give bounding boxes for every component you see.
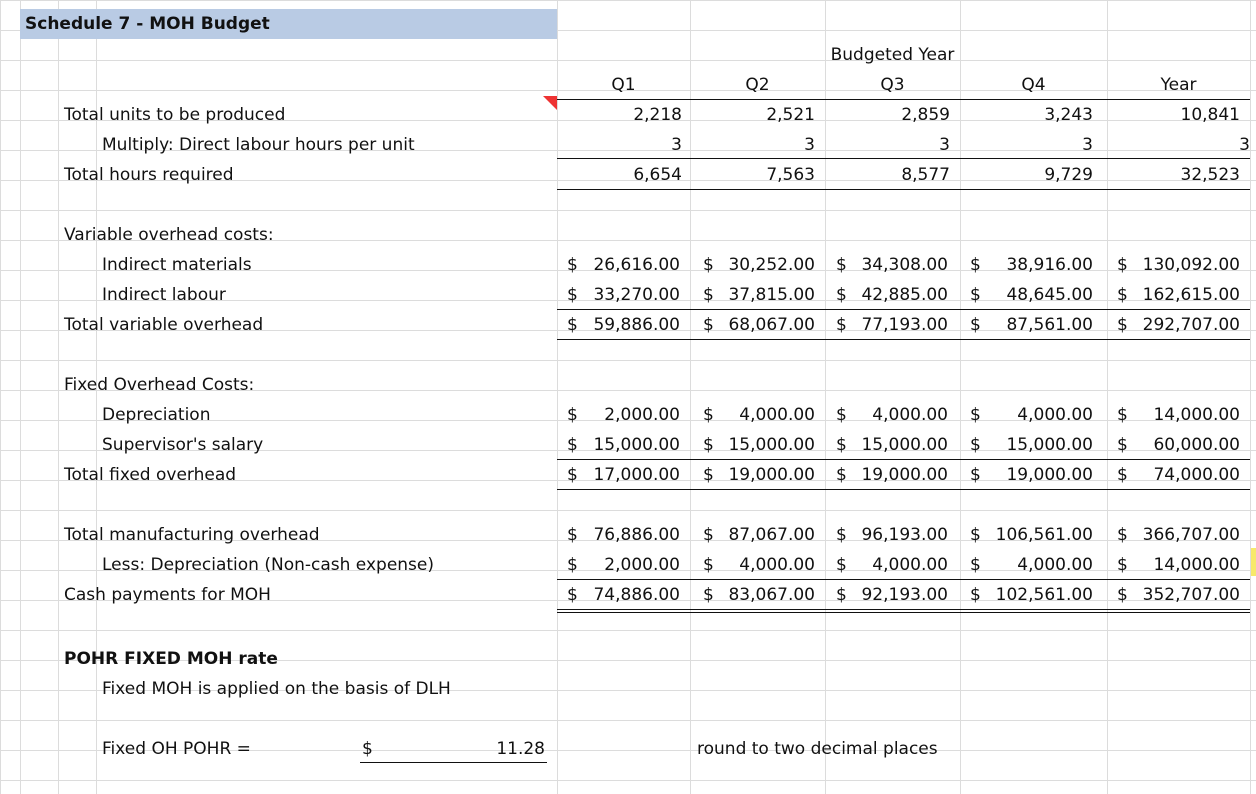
- pohr-currency: $: [362, 739, 373, 759]
- cash-payments-q1[interactable]: [567, 580, 680, 610]
- indirect-labour-q4[interactable]: [970, 280, 1093, 310]
- less-depreciation-q1[interactable]: [567, 550, 680, 580]
- col-header-q3: Q3: [880, 75, 905, 95]
- cash-payments-label: Cash payments for MOH: [64, 585, 271, 605]
- currency-symbol: $: [836, 525, 847, 545]
- total-moh-q4[interactable]: [970, 520, 1093, 550]
- currency-symbol: $: [567, 405, 578, 425]
- total-fixed-q4[interactable]: [970, 460, 1093, 490]
- indirect-labour-label: Indirect labour: [102, 285, 226, 305]
- supervisor-salary-year[interactable]: [1117, 430, 1240, 460]
- currency-symbol: $: [567, 255, 578, 275]
- depreciation-q1[interactable]: [567, 400, 680, 430]
- amount: 33,270.00: [593, 285, 680, 305]
- cell-highlight: [1251, 548, 1256, 576]
- amount: 15,000.00: [593, 435, 680, 455]
- indirect-labour-year[interactable]: [1117, 280, 1240, 310]
- amount: 102,561.00: [995, 585, 1093, 605]
- cash-double-underline-2: [557, 612, 1250, 613]
- dlh-q2[interactable]: 3: [804, 135, 815, 155]
- cash-payments-q2[interactable]: [703, 580, 815, 610]
- currency-symbol: $: [703, 315, 714, 335]
- cash-payments-q4[interactable]: [970, 580, 1093, 610]
- dlh-year[interactable]: 3: [1239, 135, 1250, 155]
- currency-symbol: $: [836, 285, 847, 305]
- variable-total-underline: [557, 339, 1250, 340]
- indirect-labour-q1[interactable]: [567, 280, 680, 310]
- currency-symbol: $: [1117, 405, 1128, 425]
- amount: 4,000.00: [739, 405, 815, 425]
- total-variable-year[interactable]: [1117, 310, 1240, 340]
- currency-symbol: $: [836, 315, 847, 335]
- currency-symbol: $: [1117, 285, 1128, 305]
- total-moh-q1[interactable]: [567, 520, 680, 550]
- indirect-materials-q3[interactable]: [836, 250, 948, 280]
- amount: 17,000.00: [593, 465, 680, 485]
- currency-symbol: $: [836, 465, 847, 485]
- currency-symbol: $: [703, 585, 714, 605]
- amount: 37,815.00: [728, 285, 815, 305]
- units-year[interactable]: 10,841: [1180, 105, 1240, 125]
- cash-double-underline-1: [557, 609, 1250, 610]
- currency-symbol: $: [836, 435, 847, 455]
- amount: 96,193.00: [861, 525, 948, 545]
- depreciation-q3[interactable]: [836, 400, 948, 430]
- amount: 292,707.00: [1142, 315, 1240, 335]
- amount: 4,000.00: [1017, 405, 1093, 425]
- supervisor-salary-q2[interactable]: [703, 430, 815, 460]
- grid-line: [1250, 0, 1251, 794]
- currency-symbol: $: [836, 555, 847, 575]
- currency-symbol: $: [703, 525, 714, 545]
- amount: 38,916.00: [1006, 255, 1093, 275]
- currency-symbol: $: [567, 285, 578, 305]
- currency-symbol: $: [1117, 315, 1128, 335]
- currency-symbol: $: [1117, 465, 1128, 485]
- currency-symbol: $: [1117, 255, 1128, 275]
- amount: 4,000.00: [872, 405, 948, 425]
- total-variable-q3[interactable]: [836, 310, 948, 340]
- supervisor-salary-q1[interactable]: [567, 430, 680, 460]
- variable-heading: Variable overhead costs:: [64, 225, 274, 245]
- total-variable-q1[interactable]: [567, 310, 680, 340]
- amount: 366,707.00: [1142, 525, 1240, 545]
- col-header-q2: Q2: [745, 75, 770, 95]
- dlh-q1[interactable]: 3: [671, 135, 682, 155]
- currency-symbol: $: [970, 285, 981, 305]
- currency-symbol: $: [703, 555, 714, 575]
- pohr-value[interactable]: 11.28: [496, 739, 545, 759]
- amount: 26,616.00: [593, 255, 680, 275]
- total-variable-q2[interactable]: [703, 310, 815, 340]
- amount: 92,193.00: [861, 585, 948, 605]
- col-header-q1: Q1: [611, 75, 636, 95]
- amount: 162,615.00: [1142, 285, 1240, 305]
- amount: 15,000.00: [1006, 435, 1093, 455]
- depreciation-q2[interactable]: [703, 400, 815, 430]
- hours-q3[interactable]: 8,577: [901, 165, 950, 185]
- pohr-label: Fixed OH POHR =: [102, 739, 251, 759]
- fixed-heading: Fixed Overhead Costs:: [64, 375, 255, 395]
- currency-symbol: $: [836, 585, 847, 605]
- grid-line: [20, 0, 21, 794]
- variable-underline: [557, 309, 1250, 310]
- amount: 4,000.00: [739, 555, 815, 575]
- amount: 74,000.00: [1153, 465, 1240, 485]
- pohr-heading: POHR FIXED MOH rate: [64, 649, 278, 669]
- currency-symbol: $: [567, 465, 578, 485]
- indirect-labour-q3[interactable]: [836, 280, 948, 310]
- amount: 42,885.00: [861, 285, 948, 305]
- currency-symbol: $: [567, 525, 578, 545]
- units-q1[interactable]: 2,218: [633, 105, 682, 125]
- amount: 19,000.00: [861, 465, 948, 485]
- moh-underline: [557, 579, 1250, 580]
- currency-symbol: $: [1117, 525, 1128, 545]
- units-q2[interactable]: 2,521: [766, 105, 815, 125]
- amount: 30,252.00: [728, 255, 815, 275]
- amount: 130,092.00: [1142, 255, 1240, 275]
- currency-symbol: $: [970, 465, 981, 485]
- amount: 4,000.00: [1017, 555, 1093, 575]
- total-fixed-label: Total fixed overhead: [64, 465, 237, 485]
- indirect-materials-label: Indirect materials: [102, 255, 252, 275]
- currency-symbol: $: [970, 255, 981, 275]
- hours-underline: [557, 189, 1250, 190]
- total-moh-year[interactable]: [1117, 520, 1240, 550]
- comment-indicator-icon[interactable]: [543, 96, 557, 110]
- amount: 4,000.00: [872, 555, 948, 575]
- currency-symbol: $: [703, 285, 714, 305]
- amount: 15,000.00: [728, 435, 815, 455]
- total-moh-q2[interactable]: [703, 520, 815, 550]
- amount: 48,645.00: [1006, 285, 1093, 305]
- less-depreciation-q2[interactable]: [703, 550, 815, 580]
- amount: 34,308.00: [861, 255, 948, 275]
- less-depreciation-label: Less: Depreciation (Non-cash expense): [102, 555, 434, 575]
- units-q4[interactable]: 3,243: [1044, 105, 1093, 125]
- less-depreciation-year[interactable]: [1117, 550, 1240, 580]
- currency-symbol: $: [567, 585, 578, 605]
- total-fixed-q3[interactable]: [836, 460, 948, 490]
- currency-symbol: $: [703, 405, 714, 425]
- amount: 14,000.00: [1153, 405, 1240, 425]
- currency-symbol: $: [970, 585, 981, 605]
- indirect-labour-q2[interactable]: [703, 280, 815, 310]
- dlh-underline: [557, 158, 1250, 159]
- fixed-total-underline: [557, 489, 1250, 490]
- total-moh-label: Total manufacturing overhead: [64, 525, 320, 545]
- amount: 76,886.00: [593, 525, 680, 545]
- amount: 2,000.00: [604, 555, 680, 575]
- amount: 106,561.00: [995, 525, 1093, 545]
- pohr-hint: round to two decimal places: [697, 739, 938, 759]
- amount: 352,707.00: [1142, 585, 1240, 605]
- amount: 83,067.00: [728, 585, 815, 605]
- amount: 60,000.00: [1153, 435, 1240, 455]
- total-fixed-q1[interactable]: [567, 460, 680, 490]
- currency-symbol: $: [1117, 555, 1128, 575]
- amount: 15,000.00: [861, 435, 948, 455]
- hours-q4[interactable]: 9,729: [1044, 165, 1093, 185]
- page-title: Schedule 7 - MOH Budget: [25, 14, 270, 34]
- fixed-underline: [557, 459, 1250, 460]
- units-label: Total units to be produced: [64, 105, 286, 125]
- supervisor-salary-q4[interactable]: [970, 430, 1093, 460]
- amount: 74,886.00: [593, 585, 680, 605]
- hours-q1[interactable]: 6,654: [633, 165, 682, 185]
- pohr-underline: [360, 762, 547, 763]
- currency-symbol: $: [836, 405, 847, 425]
- amount: 59,886.00: [593, 315, 680, 335]
- pohr-note: Fixed MOH is applied on the basis of DLH: [102, 679, 451, 699]
- currency-symbol: $: [567, 435, 578, 455]
- hours-q2[interactable]: 7,563: [766, 165, 815, 185]
- amount: 2,000.00: [604, 405, 680, 425]
- currency-symbol: $: [567, 315, 578, 335]
- amount: 68,067.00: [728, 315, 815, 335]
- currency-symbol: $: [836, 255, 847, 275]
- less-depreciation-q4[interactable]: [970, 550, 1093, 580]
- currency-symbol: $: [703, 465, 714, 485]
- total-variable-label: Total variable overhead: [64, 315, 264, 335]
- amount: 14,000.00: [1153, 555, 1240, 575]
- multiply-label: Multiply: Direct labour hours per unit: [102, 135, 415, 155]
- less-depreciation-q3[interactable]: [836, 550, 948, 580]
- amount: 19,000.00: [1006, 465, 1093, 485]
- total-moh-q3[interactable]: [836, 520, 948, 550]
- indirect-materials-year[interactable]: [1117, 250, 1240, 280]
- depreciation-label: Depreciation: [102, 405, 211, 425]
- currency-symbol: $: [970, 405, 981, 425]
- col-header-q4: Q4: [1021, 75, 1046, 95]
- currency-symbol: $: [970, 525, 981, 545]
- dlh-q4[interactable]: 3: [1082, 135, 1093, 155]
- currency-symbol: $: [970, 315, 981, 335]
- hours-label: Total hours required: [64, 165, 234, 185]
- depreciation-q4[interactable]: [970, 400, 1093, 430]
- amount: 19,000.00: [728, 465, 815, 485]
- cash-payments-q3[interactable]: [836, 580, 948, 610]
- grid-line: [58, 0, 59, 794]
- total-fixed-year[interactable]: [1117, 460, 1240, 490]
- total-fixed-q2[interactable]: [703, 460, 815, 490]
- indirect-materials-q1[interactable]: [567, 250, 680, 280]
- currency-symbol: $: [567, 555, 578, 575]
- currency-symbol: $: [1117, 435, 1128, 455]
- supervisor-salary-label: Supervisor's salary: [102, 435, 264, 455]
- supervisor-salary-q3[interactable]: [836, 430, 948, 460]
- hours-year[interactable]: 32,523: [1180, 165, 1240, 185]
- units-q3[interactable]: 2,859: [901, 105, 950, 125]
- currency-symbol: $: [1117, 585, 1128, 605]
- amount: 87,561.00: [1006, 315, 1093, 335]
- indirect-materials-q2[interactable]: [703, 250, 815, 280]
- budgeted-year-header: Budgeted Year: [830, 45, 955, 65]
- dlh-q3[interactable]: 3: [939, 135, 950, 155]
- currency-symbol: $: [970, 435, 981, 455]
- indirect-materials-q4[interactable]: [970, 250, 1093, 280]
- depreciation-year[interactable]: [1117, 400, 1240, 430]
- amount: 87,067.00: [728, 525, 815, 545]
- currency-symbol: $: [703, 435, 714, 455]
- cash-payments-year[interactable]: [1117, 580, 1240, 610]
- total-variable-q4[interactable]: [970, 310, 1093, 340]
- currency-symbol: $: [970, 555, 981, 575]
- currency-symbol: $: [703, 255, 714, 275]
- amount: 77,193.00: [861, 315, 948, 335]
- col-header-year: Year: [1160, 75, 1197, 95]
